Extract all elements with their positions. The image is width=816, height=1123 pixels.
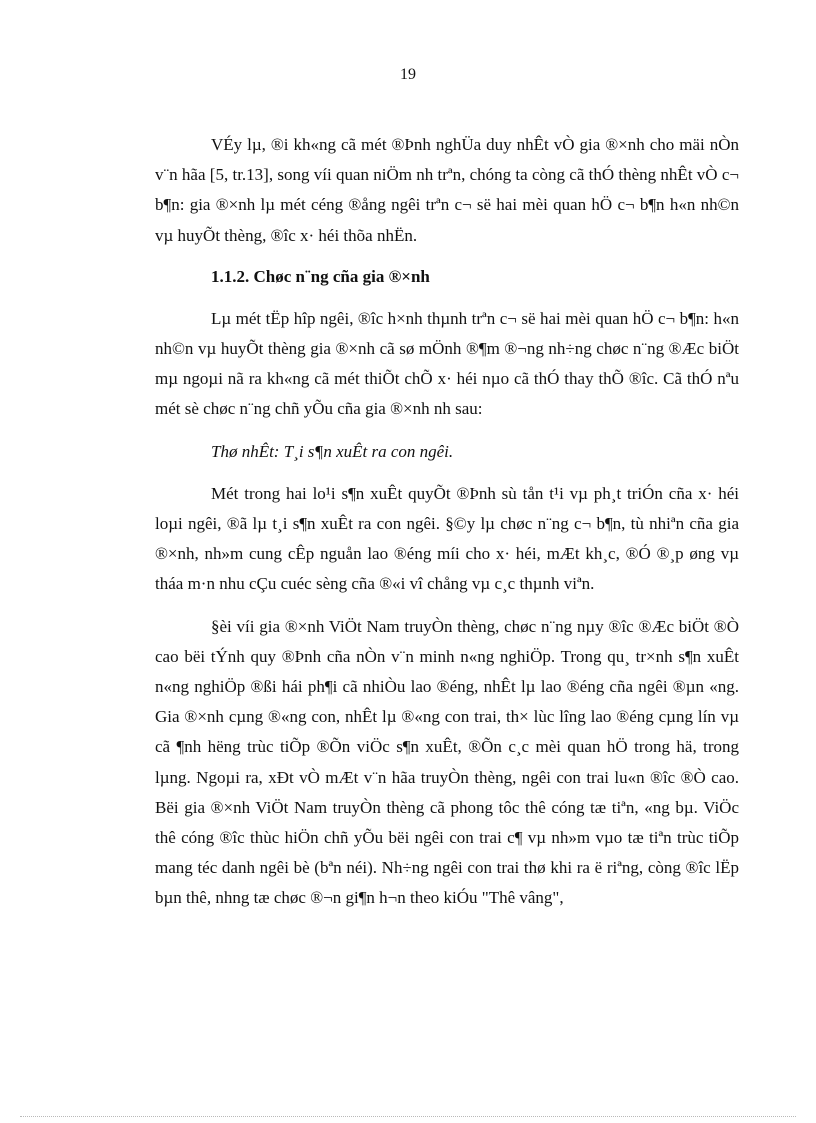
- section-heading: 1.1.2. Chøc n¨ng cña gia ®×nh: [211, 266, 430, 286]
- page-bottom-divider: [20, 1116, 796, 1117]
- paragraph-3: Mét trong hai lo¹i s¶n xuÊt quyÕt ®Þnh sù tån t¹i vµ ph¸t triÓn cña x· héi loµi ngêi, ®ã lµ t¸i s¶n xuÊt ra con ngêi. §©y lµ chøc n¨ng c¬ b¶n, tù nhiªn cña gia ®×nh, nh»m cung cÊp nguån lao ®éng míi cho x· héi, mÆt kh¸c, ®Ó ®¸p øng vµ tháa m·n nhu cÇu cuéc sèng cña ®«i vî chång vµ c¸c thµnh viªn.: [155, 483, 739, 594]
- page-number: 19: [400, 66, 416, 83]
- paragraph-2: Lµ mét tËp hîp ngêi, ®îc h×nh thµnh trªn c¬ së hai mèi quan hÖ c¬ b¶n: h«n nh©n vµ huyÕt thèng gia ®×nh cã sø mÖnh ®¶m ®¬ng nh÷ng chøc n¨ng ®Æc biÖt mµ ngoµi nã ra kh«ng cã mét thiÕt chÕ x· héi nµo cã thÓ thay thÕ ®îc. Cã thÓ nªu mét sè chøc n¨ng chñ yÕu cña gia ®×nh nh sau:: [155, 308, 739, 419]
- paragraph-1: VÉy lµ, ®i kh«ng cã mét ®Þnh nghÜa duy nhÊt vÒ gia ®×nh cho mäi nÒn v¨n hãa [5, tr.13], song víi quan niÖm nh trªn, chóng ta còng cã thÓ thèng nhÊt vÒ c¬ b¶n: gia ®×nh lµ mét céng ®ång ngêi trªn c¬ së hai mèi quan hÖ c¬ b¶n h«n nh©n vµ huyÕt thèng, ®îc x· héi thõa nhËn.: [155, 135, 739, 245]
- body-text: [155, 130, 739, 916]
- paragraph-subheading-italic: Thø nhÊt: T¸i s¶n xuÊt ra con ngêi.: [211, 441, 454, 461]
- paragraph-4: §èi víi gia ®×nh ViÖt Nam truyÒn thèng, chøc n¨ng nµy ®îc ®Æc biÖt ®Ò cao bëi tÝnh quy ®Þnh cña nÒn v¨n minh n«ng nghiÖp. Trong qu¸ tr×nh s¶n xuÊt n«ng nghiÖp ®ßi hái ph¶i cã nhiÒu lao ®éng, nhÊt lµ lao ®éng cña ngêi ®µn «ng. Gia ®×nh cµng ®«ng con, nhÊt lµ ®«ng con trai, th× lùc lîng lao ®éng cµng lín vµ cã ¶nh hëng trùc tiÕp ®Õn viÖc s¶n xuÊt, ®Õn c¸c mèi quan hÖ trong hä, trong lµng. Ngoµi ra, xÐt vÒ mÆt v¨n hãa truyÒn thèng, ngêi con trai lu«n ®îc ®Ò cao. Bëi gia ®×nh ViÖt Nam truyÒn thèng cã phong tôc thê cóng tæ tiªn, «ng bµ. ViÖc thê cóng ®îc thùc hiÖn chñ yÕu bëi ngêi con trai c¶ vµ nh»m vµo tæ tiªn trùc tiÕp mang téc danh ngêi bè (bªn néi). Nh÷ng ngêi con trai thø khi ra ë riªng, còng ®îc lËp bµn thê, nhng tæ chøc ®¬n gi¶n h¬n theo kiÓu "Thê vâng",: [155, 616, 739, 908]
